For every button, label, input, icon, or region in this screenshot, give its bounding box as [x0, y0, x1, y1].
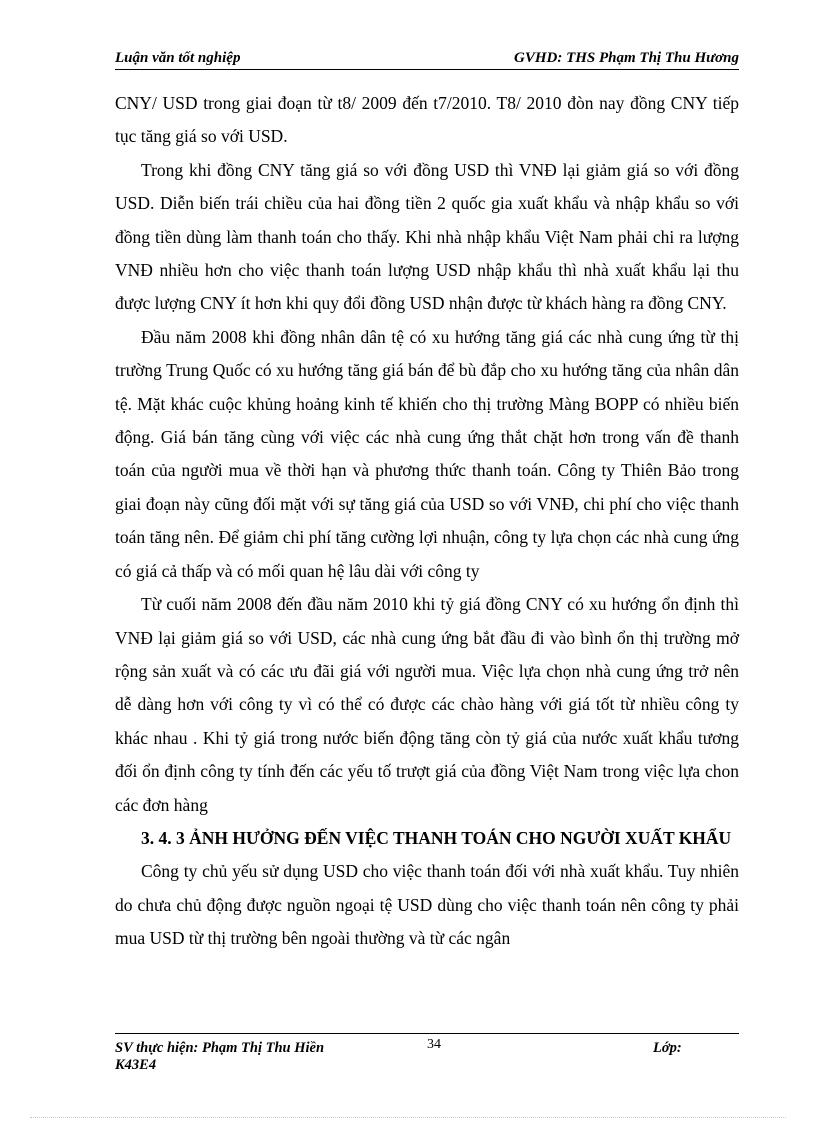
paragraph-1: CNY/ USD trong giai đoạn từ t8/ 2009 đến t7/2010. T8/ 2010 đòn nay đồng CNY tiếp tục tăng giá so với USD. — [115, 93, 739, 147]
footer-student-name: SV thực hiện: Phạm Thị Thu Hiền — [115, 1040, 325, 1056]
header-divider — [115, 69, 739, 70]
paragraph-2: Trong khi đồng CNY tăng giá so với đồng USD thì VNĐ lại giảm giá so với đồng USD. Diễn biến trái chiều của hai đồng tiền 2 quốc gia xuất khẩu và nhập khẩu so với đồng tiền dùng làm thanh toán cho thấy. Khi nhà nhập khẩu Việt Nam phải chi ra lượng VNĐ nhiều hơn cho việc thanh toán lượng USD nhập khẩu thì nhà xuất khẩu lại thu được lượng CNY ít hơn khi quy đổi đồng USD nhận được từ khách hàng ra đồng CNY. — [115, 159, 739, 314]
paragraph-5: Công ty chủ yếu sử dụng USD cho việc thanh toán đối với nhà xuất khẩu. Tuy nhiên do chưa chủ động được nguồn ngoại tệ USD dùng cho việc thanh toán nên công ty phải mua USD từ thị trường bên ngoài thường và từ các ngân — [115, 861, 739, 949]
header-advisor: GVHD: THS Phạm Thị Thu Hương — [514, 50, 739, 66]
footer-student — [115, 1040, 324, 1074]
footer-student-class: K43E4 — [115, 1057, 157, 1073]
footer-divider — [115, 1033, 739, 1034]
document-body — [115, 87, 739, 956]
page-number: 34 — [427, 1037, 441, 1052]
footer-class-label: Lớp: — [653, 1040, 682, 1056]
page-header — [115, 50, 739, 70]
page-bottom-dotted-line — [30, 1117, 786, 1118]
page-footer — [115, 1037, 739, 1080]
paragraph-3: Đầu năm 2008 khi đồng nhân dân tệ có xu hướng tăng giá các nhà cung ứng từ thị trường Trung Quốc có xu hướng tăng giá bán để bù đắp cho xu hướng tăng của nhân dân tệ. Mặt khác cuộc khủng hoảng kinh tế khiến cho thị trường Màng BOPP có nhiều biến động. Giá bán tăng cùng với việc các nhà cung ứng thắt chặt hơn trong vấn đề thanh toán của người mua về thời hạn và phương thức thanh toán. Công ty Thiên Bảo trong giai đoạn này cũng đối mặt với sự tăng giá của USD so với VNĐ, chi phí cho việc thanh toán tăng nên. Để giảm chi phí tăng cường lợi nhuận, công ty lựa chọn các nhà cung ứng có giá cả thấp và có mối quan hệ lâu dài với công ty — [115, 326, 739, 581]
section-heading: 3. 4. 3 ẢNH HƯỞNG ĐẾN VIỆC THANH TOÁN CHO NGƯỜI XUẤT KHẨU — [141, 827, 732, 848]
header-thesis-title: Luận văn tốt nghiệp — [115, 50, 241, 66]
paragraph-4: Từ cuối năm 2008 đến đầu năm 2010 khi tỷ giá đồng CNY có xu hướng ổn định thì VNĐ lại giảm giá so với USD, các nhà cung ứng bắt đầu đi vào bình ổn thị trường mở rộng sản xuất và có các ưu đãi giá với người mua. Việc lựa chọn nhà cung ứng trở nên dễ dàng hơn với công ty vì có thể có được các chào hàng với giá tốt từ nhiều công ty khác nhau . Khi tỷ giá trong nước biến động tăng còn tỷ giá của nước xuất khẩu tương đối ổn định công ty tính đến các yếu tố trượt giá của đồng Việt Nam trong việc lựa chon các đơn hàng — [115, 594, 739, 815]
